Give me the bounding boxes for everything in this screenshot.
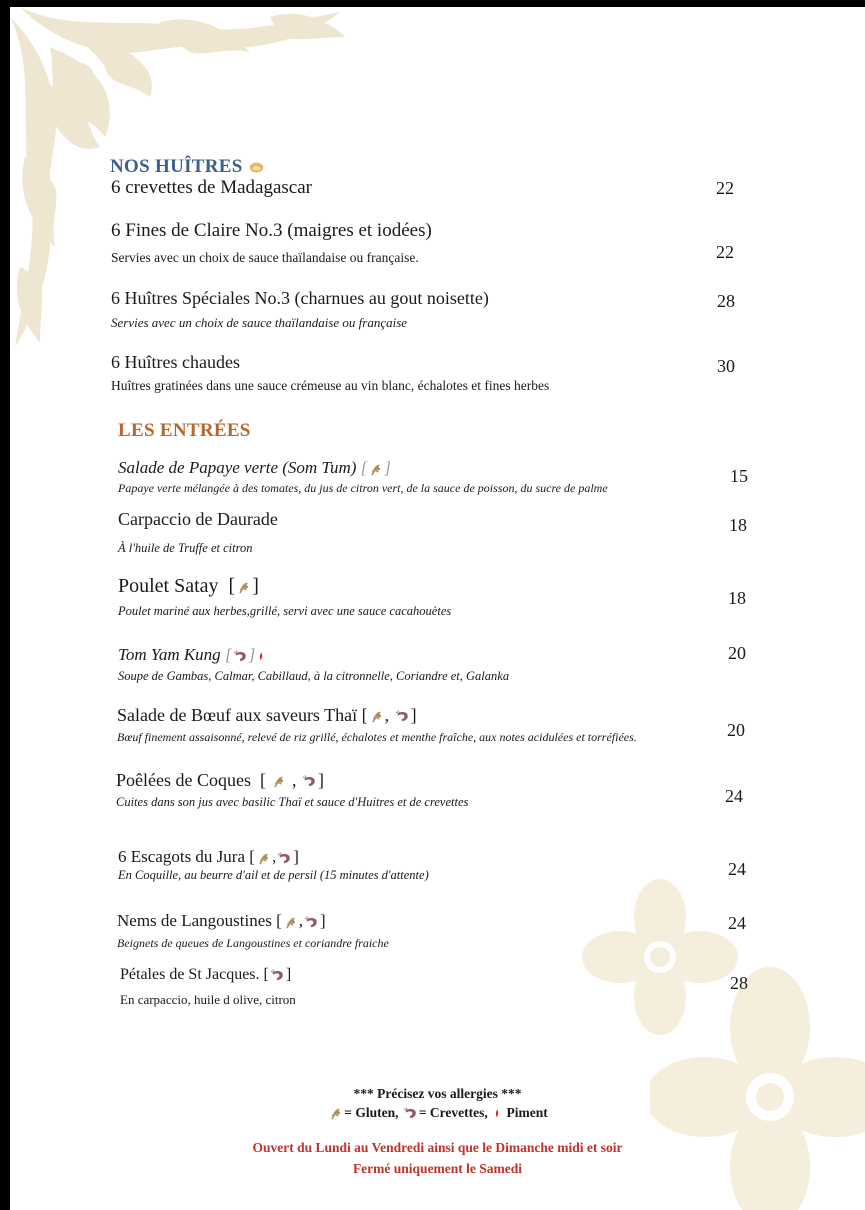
menu-item-name: Poulet Satay [ ] [118,575,259,597]
wheat-icon [256,851,271,866]
menu-item-description: Poulet mariné aux herbes,grillé, servi avec une sauce cacahouètes [118,604,452,618]
shrimp-icon [304,915,319,930]
wheat-icon [271,774,286,789]
shrimp-icon [302,774,317,789]
menu-item-name: 6 crevettes de Madagascar [111,177,312,198]
menu-item-description: Beignets de queues de Langoustines et coriandre fraiche [117,936,389,950]
legend-shrimp: = Crevettes, [418,1105,488,1120]
menu-item-description: Bœuf finement assaisonné, relevé de riz grillé, échalotes et menthe fraîche, aux notes acidulées et torréfiées. [117,730,637,744]
menu-item-name: Salade de Bœuf aux saveurs Thaï [ , ] [117,705,417,725]
oysters-title-text: NOS HUÎTRES [110,156,243,177]
menu-item-price: 18 [728,588,746,608]
menu-item-name: Carpaccio de Daurade [118,509,278,529]
opening-hours: Ouvert du Lundi au Vendredi ainsi que le Dimanche midi et soir [252,1140,623,1155]
menu-item-name: Poêlées de Coques [ , ] [116,770,324,790]
menu-item-name: 6 Fines de Claire No.3 (maigres et iodées) [111,220,432,241]
item-name-text: Salade de Bœuf aux saveurs Thaï [117,705,358,725]
shrimp-icon [233,649,248,664]
menu-item-price: 30 [717,356,735,376]
chili-icon [492,1106,502,1121]
shrimp-icon [270,968,285,983]
section-title-oysters [110,156,265,178]
menu-item-price: 28 [730,973,748,993]
menu-item-name: Tom Yam Kung [ ] [118,645,267,665]
menu-item-description: Servies avec un choix de sauce thaïlandaise ou française [111,315,408,330]
wheat-icon [369,709,384,724]
wheat-icon [283,915,298,930]
item-name-text: Pétales de St Jacques. [120,966,260,983]
wheat-icon [368,462,383,477]
menu-page [10,7,865,1210]
menu-item-name: Pétales de St Jacques. [ ] [120,966,292,983]
menu-item-price: 20 [727,720,745,740]
menu-item-price: 28 [717,291,735,311]
wheat-icon [236,580,251,595]
item-name-text: Nems de Langoustines [117,911,272,930]
menu-item-price: 22 [716,178,734,198]
legend-chili: Piment [506,1105,548,1120]
menu-item-price: 22 [716,242,734,262]
wheat-icon [328,1106,343,1121]
item-name-text: 6 Escagots du Jura [118,847,246,866]
menu-item-description: Cuites dans son jus avec basilic Thaï et sauce d'Huitres et de crevettes [116,795,469,809]
menu-item-description: En carpaccio, huile d olive, citron [120,992,296,1007]
oyster-icon [249,160,264,175]
menu-item-price: 18 [729,515,747,535]
menu-item-description: Papaye verte mélangée à des tomates, du jus de citron vert, de la sauce de poisson, du sucre de palme [118,481,608,495]
shrimp-icon [277,851,292,866]
menu-item-price: 24 [728,859,746,879]
menu-item-description: En Coquille, au beurre d'ail et de persil (15 minutes d'attente) [118,868,429,882]
shrimp-icon [395,709,410,724]
menu-item-price: 24 [728,913,746,933]
allergy-notice: *** Précisez vos allergies *** [353,1086,522,1101]
menu-item-price: 20 [728,643,746,663]
shrimp-icon [403,1106,418,1121]
item-name-text: Poulet Satay [118,575,219,597]
legend-gluten: = Gluten, [344,1105,399,1120]
chili-icon [256,649,266,664]
menu-item-name: 6 Huîtres chaudes [111,352,240,372]
item-name-text: Salade de Papaye verte (Som Tum) [118,458,357,477]
allergen-legend [10,1105,865,1121]
menu-item-name: Nems de Langoustines [ , ] [117,911,326,930]
item-name-text: Poêlées de Coques [116,770,251,790]
menu-item-price: 15 [730,466,748,486]
menu-item-description: Huîtres gratinées dans une sauce crémeuse au vin blanc, échalotes et fines herbes [111,378,550,393]
section-title-entrees: LES ENTRÉES [118,420,251,441]
item-name-text: Tom Yam Kung [118,645,221,664]
menu-item-name: Salade de Papaye verte (Som Tum) [ ] [118,458,391,477]
closing-day: Fermé uniquement le Samedi [352,1161,523,1176]
menu-item-price: 24 [725,786,743,806]
menu-item-description: À l'huile de Truffe et citron [118,541,253,555]
menu-item-description: Soupe de Gambas, Calmar, Cabillaud, à la citronnelle, Coriandre et, Galanka [118,669,510,683]
menu-item-description: Servies avec un choix de sauce thaïlandaise ou française. [111,250,419,265]
menu-item-name: 6 Huîtres Spéciales No.3 (charnues au gout noisette) [111,288,489,308]
menu-item-name: 6 Escagots du Jura [ , ] [118,847,299,866]
